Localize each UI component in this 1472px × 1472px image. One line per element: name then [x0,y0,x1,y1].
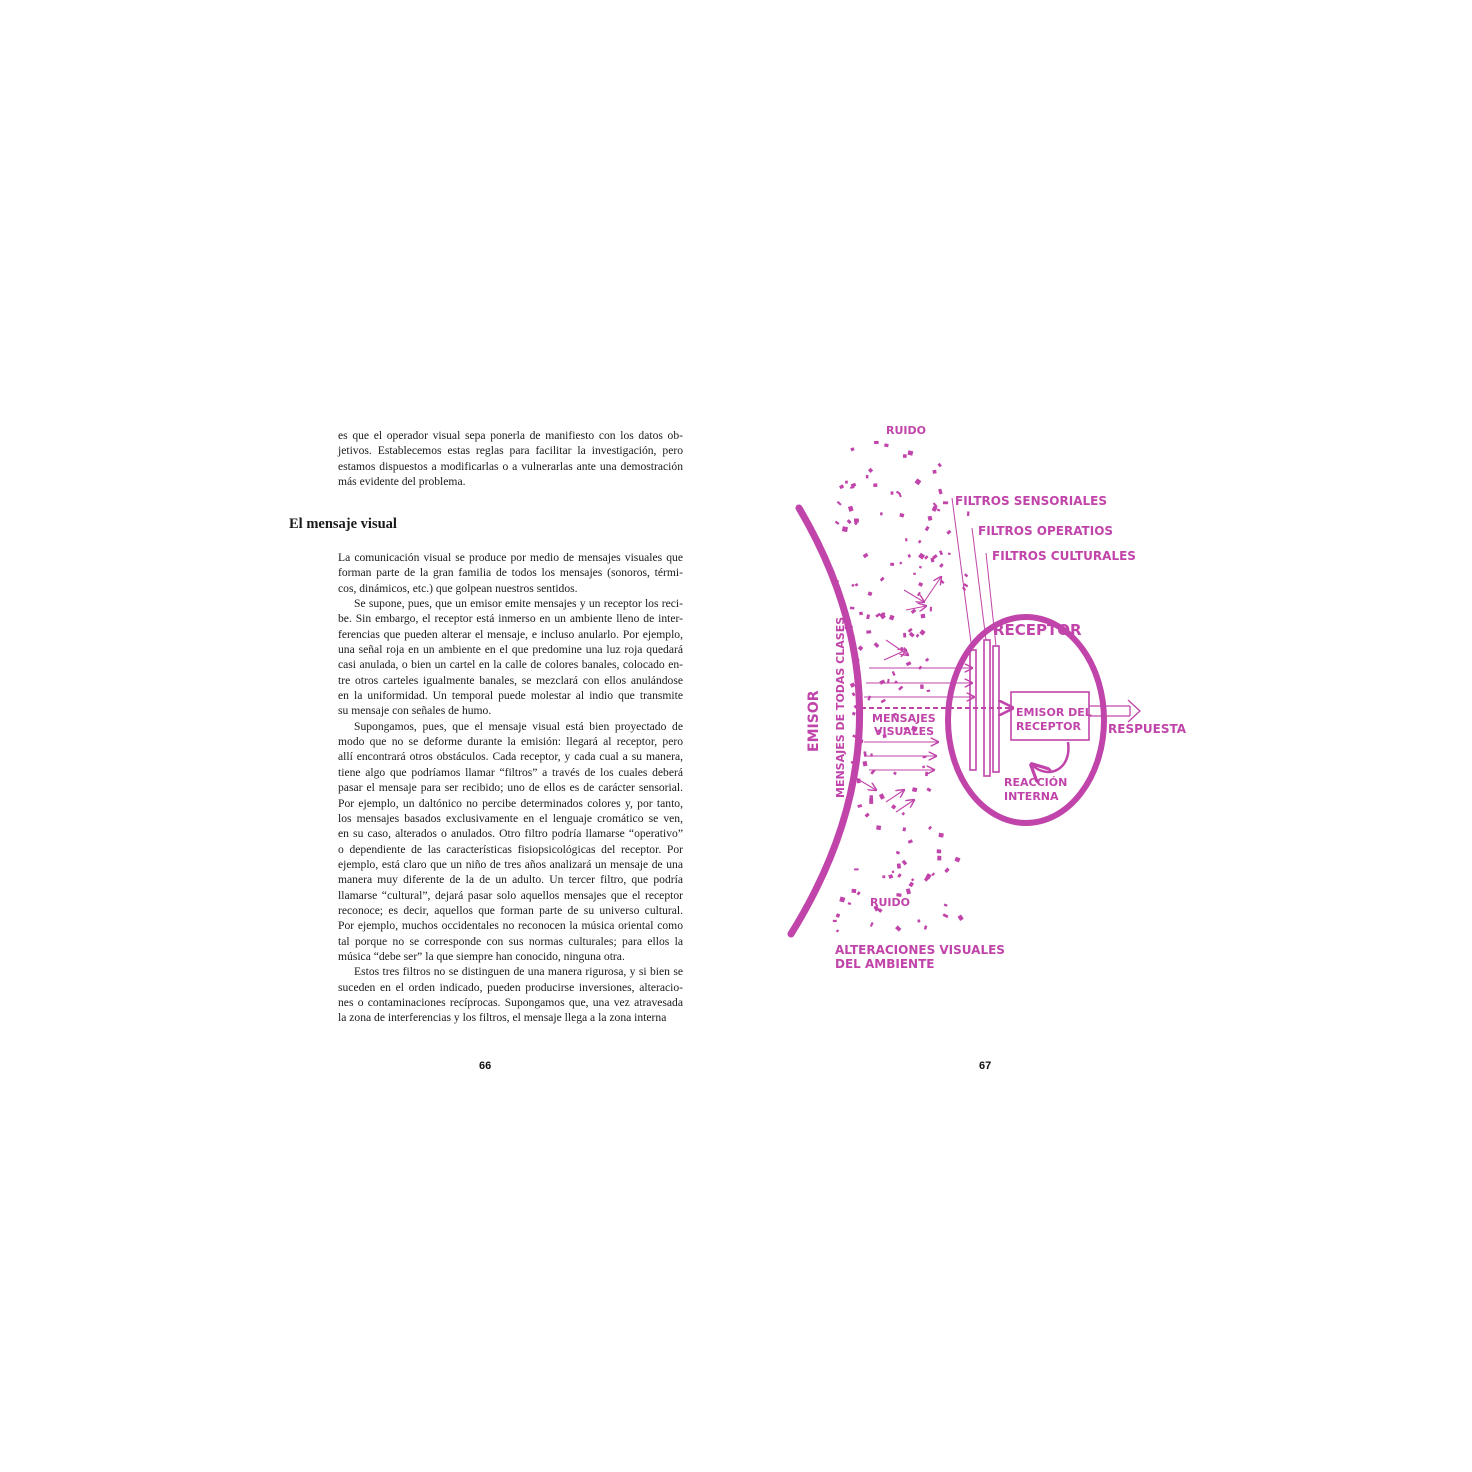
label-respuesta: RESPUESTA [1108,722,1186,736]
text-line: La comunicación visual se produce por medio de mensajes visuales que [338,551,683,564]
noise-speck [906,661,912,666]
noise-speck [865,813,870,818]
noise-speck [850,607,855,610]
text-line: tiene algo que podríamos llamar “filtros” a través de los cuales deberá [338,765,683,779]
noise-speck [854,868,859,870]
noise-speck [922,765,925,768]
intro-paragraph [338,428,683,489]
noise-speck [928,826,932,830]
text-line: o dependiente de las características fisiopsicológicas del receptor. Por [338,842,683,856]
noise-speck [946,530,951,535]
noise-speck [902,860,908,866]
noise-speck [836,913,841,918]
noise-speck [854,519,859,523]
label-filtros-sensoriales: FILTROS SENSORIALES [955,494,1107,508]
noise-speck [893,771,897,775]
noise-speck [842,526,848,532]
noise-speck [835,521,840,525]
text-line: tal porque no se corresponde con sus normas culturales; para ellos la [338,934,683,948]
text-line: más evidente del problema. [338,475,466,489]
label-filtros-operatios: FILTROS OPERATIOS [978,524,1114,538]
noise-speck [930,607,932,612]
noise-speck [909,882,915,888]
text-line: Supongamos, pues, que el mensaje visual está bien proyectado de [354,719,683,733]
noise-speck [918,582,923,587]
noise-speck [848,902,852,905]
page-number-right: 67 [979,1060,992,1072]
noise-speck [897,873,901,878]
noise-speck [924,925,927,930]
noise-speck [944,904,948,907]
body-text [338,550,683,1026]
noise-speck [889,615,895,621]
noise-speck [880,512,883,515]
noise-speck [903,633,906,638]
label-mensajes-visuales-1: MENSAJES [872,712,936,725]
noise-speck [943,913,949,918]
noise-speck [921,614,926,619]
noise-speck [913,573,916,575]
text-line: modo que no se deforme durante la emisión: llegará al receptor, pero [338,735,683,749]
text-line: forman parte de la gran familia de todos los mensajes (sonoros, térmi- [338,566,683,580]
noise-speck [909,632,915,638]
noise-speck [850,447,854,451]
noise-speck [938,489,943,495]
noise-speck [891,804,896,809]
noise-speck [890,563,894,566]
noise-speck [852,712,856,716]
noise-speck [925,658,929,662]
noise-speck [879,793,885,799]
text-line: ferencias que pueden alterar el mensaje, e incluso anularlo. Por ejemplo, [338,627,683,641]
noise-speck [836,929,839,932]
noise-speck [884,443,889,447]
noise-speck [888,874,893,879]
noise-speck [866,614,870,619]
text-line: casi anulada, o bien un cartel en la calle de colores banales, colocado en- [338,658,683,672]
reaccion-interna-arrow [1032,742,1068,772]
noise-arrows [856,577,941,812]
noise-speck [918,540,922,544]
noise-speck [879,680,885,685]
text-line: su mensaje con señales de humo. [338,704,492,718]
noise-speck [917,592,921,596]
noise-speck [855,583,859,587]
noise-speck [927,690,931,692]
noise-speck [892,871,895,873]
text-line: ejemplo, está claro que un niño de tres años analizará un mensaje de una [338,857,683,871]
noise-speck [874,441,879,444]
noise-speck [863,553,869,559]
text-line: manera muy diferente de la de un adulto. Un tercer filtro, que podría [338,873,683,887]
noise-speck [908,554,911,558]
text-line: llamarse “cultural”, dejará pasar solo aquellos mensajes que el receptor [338,888,683,902]
noise-speck [958,915,964,921]
label-ruido-bottom: RUIDO [870,896,910,909]
noise-speck [967,511,970,516]
noise-speck [937,856,941,861]
noise-speck [937,463,941,468]
noise-speck [931,872,935,876]
noise-speck [851,584,854,587]
noise-speck [915,478,922,485]
noise-speck [899,562,902,565]
noise-speck [908,839,913,843]
noise-speck [918,553,925,560]
noise-speck [874,642,880,648]
noise-speck [907,450,913,455]
section-heading: El mensaje visual [289,516,397,532]
label-alteraciones-1: ALTERACIONES VISUALES [835,943,1005,957]
noise-speck [938,833,943,838]
noise-speck [943,501,948,504]
noise-speck [845,481,848,484]
label-filtros-culturales: FILTROS CULTURALES [992,549,1136,563]
noise-speck [897,863,901,868]
label-alteraciones-2: DEL AMBIENTE [835,957,935,971]
text-line: los mensajes basados exclusivamente en el lenguaje cromático se ven, [338,811,683,825]
noise-speck [850,682,855,687]
noise-speck [906,888,911,894]
noise-speck [905,538,907,541]
text-line: pasar el mensaje para ser recibido; uno de ellos es de carácter sensorial. [338,781,683,795]
text-line: estamos dispuestos a modificarlas o a vulnerarlas ante una demostración [338,459,683,473]
noise-speck [911,878,914,881]
page-number-left: 66 [479,1060,492,1072]
text-line: jetivos. Establecemos estas reglas para facilitar la investigación, pero [338,444,683,458]
noise-speck [903,454,907,458]
text-line: la zona de interferencias y los filtros, el mensaje llega a la zona interna [338,1011,667,1025]
noise-speck [848,506,854,512]
noise-speck [926,787,931,792]
noise-speck [895,925,901,931]
noise-speck [847,519,852,524]
noise-speck [881,699,886,703]
noise-speck [916,634,920,638]
text-line: tre otros carteles igualmente banales, se mezclará con ellos anulándose [338,673,683,687]
filters [952,498,999,776]
noise-speck [839,897,845,903]
noise-speck [837,501,842,506]
text-line: cos, dinámicos, etc.) que golpean nuestros sentidos. [338,581,578,595]
noise-speck [858,645,864,651]
noise-speck [944,868,949,873]
text-line: Por ejemplo, un daltónico no percibe determinados colores y, por tanto, [338,796,683,810]
noise-speck [868,591,873,596]
noise-speck [948,553,951,555]
label-receptor: RECEPTOR [993,621,1082,639]
noise-speck [932,470,936,474]
noise-speck [856,891,860,895]
noise-speck [925,772,928,776]
text-line: suceden en el orden indicado, pueden producirse inversiones, alteracio- [338,980,683,994]
noise-speck [850,486,855,489]
label-ruido-top: RUIDO [886,424,926,437]
noise-speck [851,889,856,893]
noise-speck [925,526,930,531]
text-line: música “debe ser” la que siempre han conocido, ninguna otra. [338,949,625,963]
noise-speck [939,563,944,568]
noise-speck [859,612,863,616]
noise-speck [940,579,945,584]
noise-speck [887,679,890,683]
noise-speck [896,851,900,855]
noise-speck [892,671,896,676]
text-line: Se supone, pues, que un emisor emite mensajes y un receptor los reci- [354,597,683,611]
respuesta-arrow [1089,700,1140,722]
emisor-arc [791,508,860,934]
noise-speck [882,875,885,878]
noise-speck [870,922,874,927]
noise-speck [964,573,968,577]
noise-speck [857,804,862,808]
noise-speck [937,509,941,512]
text-line: Estos tres filtros no se distinguen de una manera rigurosa, y si bien se [354,965,683,979]
noise-speck [917,919,920,922]
noise-speck [939,550,943,555]
noise-speck [833,920,837,922]
noise-speck [868,468,873,473]
noise-dots [833,441,970,933]
noise-speck [839,484,844,489]
noise-speck [908,628,913,633]
text-line: una señal roja en un ambiente en el que predomine una luz roja quedará [338,643,683,657]
noise-speck [954,857,960,863]
text-line: be. Sin embargo, el receptor está inmerso en un ambiente lleno de inter- [338,612,683,626]
label-mensajes-visuales-2: VISUALES [874,725,935,738]
noise-speck [876,825,881,830]
text-line: nes o contaminaciones recíprocas. Supongamos que, una vez atravesada [338,995,683,1009]
noise-speck [901,812,905,816]
noise-speck [866,630,871,634]
text-line: allí encontrará otros obstáculos. Cada receptor, y cada cual a su manera, [338,750,683,764]
text-line: en su caso, alterados o anulados. Otro filtro podría llamarse “operativo” [338,827,683,841]
label-emisor-del-receptor-2: RECEPTOR [1016,720,1081,733]
label-reaccion-1: REACCIÓN [1004,776,1068,789]
noise-speck [919,566,922,569]
label-emisor: EMISOR [806,690,822,752]
text-line: reconoce; es decir, aquellos que forman parte de su universo cultural. [338,903,683,917]
text-line: en la uniformidad. Un temporal puede molestar al indio que transmite [338,689,683,703]
label-mensajes-todas-clases: MENSAJES DE TODAS CLASES [834,616,847,798]
communication-diagram [736,0,1472,1050]
noise-speck [880,577,885,582]
noise-speck [862,761,867,767]
noise-speck [902,827,906,831]
noise-speck [912,787,917,792]
noise-speck [898,686,903,691]
right-page [736,0,1472,1472]
noise-speck [866,475,869,479]
noise-speck [899,513,904,518]
noise-speck [928,516,933,521]
noise-speck [919,629,925,635]
noise-speck [891,491,894,494]
noise-speck [920,684,924,689]
noise-speck [937,849,942,853]
noise-speck [852,692,856,696]
label-emisor-del-receptor-1: EMISOR DEL [1016,706,1092,719]
text-line: es que el operador visual sepa ponerla de manifiesto con los datos ob- [338,429,683,442]
text-line: Por ejemplo, muchos occidentales no reconocen la música oriental como [338,919,683,933]
noise-speck [867,696,871,701]
noise-speck [870,795,874,801]
noise-speck [873,483,877,487]
label-reaccion-2: INTERNA [1004,790,1059,803]
